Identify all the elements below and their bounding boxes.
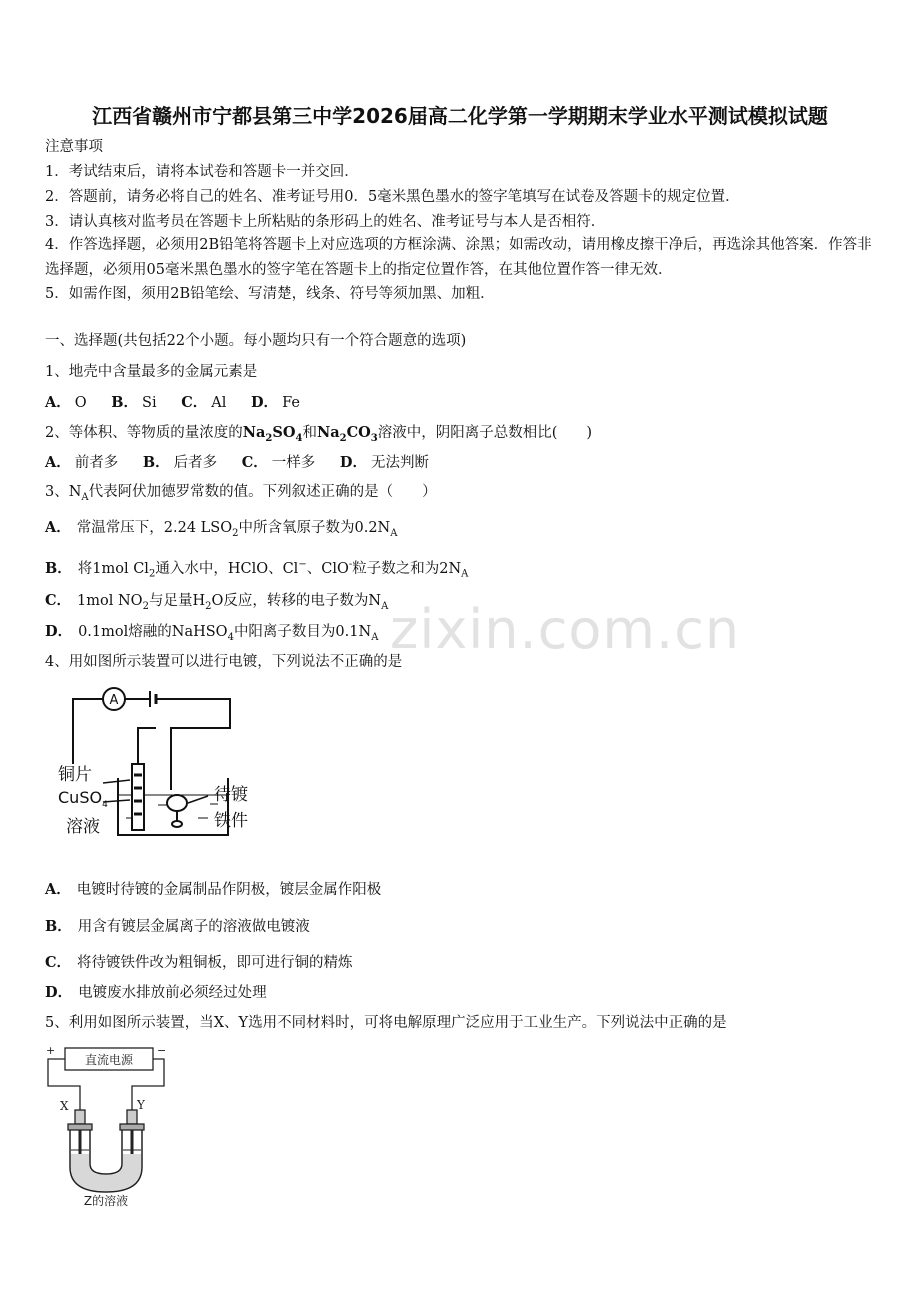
q1-option-c: C． Al: [181, 394, 227, 411]
question-4-stem: 4、用如图所示装置可以进行电镀，下列说法不正确的是: [45, 654, 403, 670]
q1-option-b: B． Si: [111, 394, 157, 411]
q1-option-a: A． O: [45, 394, 87, 411]
watermark: zixin.com.cn: [390, 598, 741, 661]
pointer-iron: [188, 796, 208, 803]
question-1-options: [45, 393, 320, 413]
question-1-stem: 1、地壳中含量最多的金属元素是: [45, 364, 258, 380]
q3-option-c: C． 1mol $NO_2$与足量$H_2O$反应，转移的电子数为$N_A$: [45, 592, 389, 612]
electrode-y-label: Y: [137, 1098, 145, 1112]
q4-option-d: D． 电镀废水排放前必须经过处理: [45, 984, 267, 1001]
electrolysis-diagram: [40, 1042, 180, 1208]
stopper-y: [120, 1124, 144, 1130]
iron-piece-head: [167, 795, 187, 811]
iron-piece-base: [172, 821, 182, 827]
q4-option-a: A． 电镀时待镀的金属制品作阴极，镀层金属作阳极: [45, 881, 382, 898]
electroplating-diagram: [58, 680, 268, 845]
electrode-y-cap: [127, 1110, 137, 1124]
electrode-x-cap: [75, 1110, 85, 1124]
u-tube-liquid: [71, 1154, 141, 1191]
notice-item-2: 2．答题前，请务必将自己的姓名、准考证号用0．5毫米黑色墨水的签字笔填写在试卷及答题卡的规定位置．: [45, 189, 740, 205]
notice-item-1: 1．考试结束后，请将本试卷和答题卡一并交回．: [45, 164, 359, 180]
power-source-label: 直流电源: [84, 1053, 134, 1067]
question-5-stem: 5、利用如图所示装置，当X、Y选用不同材料时，可将电解原理广泛应用于工业生产。下列说法中正确的是: [45, 1015, 727, 1031]
wire-left: [73, 699, 103, 764]
q4-option-b: B． 用含有镀层金属离子的溶液做电镀液: [45, 918, 310, 935]
stopper-x: [68, 1124, 92, 1130]
q3-option-d: D． 0.1mol熔融的NaHSO$_4$中阳离子数目为$0.1N_A$: [45, 623, 379, 643]
section-heading: 一、选择题(共包括22个小题。每小题均只有一个符合题意的选项): [45, 333, 467, 349]
notice-heading: 注意事项: [45, 139, 103, 155]
notice-item-5: 5．如需作图，须用2B铅笔绘、写清楚，线条、符号等须加黑、加粗．: [45, 286, 495, 302]
label-cuso4: CuSO$_4$: [58, 788, 108, 810]
q2-option-d: D． 无法判断: [339, 454, 429, 471]
page-title: 江西省赣州市宁都县第三中学2026届高二化学第一学期期末学业水平测试模拟试题: [92, 104, 828, 128]
pointer-copper: [103, 780, 130, 783]
electrode-x-label: X: [60, 1099, 69, 1113]
q1-option-d: D． Fe: [250, 394, 300, 411]
q3-option-b: B． 将1mol $Cl_2$通入水中，HClO、Cl−、ClO-粒子数之和为$2N_A$: [45, 559, 469, 580]
notice-item-3: 3．请认真核对监考员在答题卡上所粘贴的条形码上的姓名、准考证号与本人是否相符．: [45, 214, 606, 230]
wire-to-copper: [138, 728, 156, 764]
notice-item-4: 4．作答选择题，必须用2B铅笔将答题卡上对应选项的方框涂满、涂黑；如需改动，请用橡皮擦干净后，再选涂其他答案．作答非选择题，必须用05毫米黑色墨水的签字笔在答题卡上的指定位置作答，在其他位置作答一律无效．: [45, 237, 872, 278]
question-3-stem: 3、$N_A$代表阿伏加德罗常数的值。下列叙述正确的是（ ）: [45, 484, 437, 503]
question-2-stem: 2、等体积、等物质的量浓度的$Na_2SO_4$和$Na_2CO_3$溶液中，阴阳离子总数相比( ): [45, 424, 593, 444]
u-tube-inner: [90, 1130, 122, 1174]
label-solution: 溶液: [66, 817, 100, 837]
q2-option-b: B． 后者多: [142, 454, 218, 471]
minus-sign: −: [157, 1044, 167, 1057]
q2-option-c: C． 一样多: [241, 454, 316, 471]
label-iron-piece: 铁件: [214, 811, 248, 831]
label-copper-plate: 铜片: [58, 765, 92, 785]
solution-label: Z的溶液: [83, 1194, 129, 1208]
label-to-be-plated: 待镀: [214, 785, 248, 805]
q2-option-a: A． 前者多: [45, 454, 119, 471]
q3-option-a: A． 常温常压下，2.24 $LSO_2$中所含氧原子数为$0.2N_A$: [45, 519, 398, 539]
question-2-options: [45, 453, 449, 473]
wire-right: [156, 699, 230, 790]
plus-sign: +: [46, 1044, 56, 1057]
q4-option-c: C． 将待镀铁件改为粗铜板，即可进行铜的精炼: [45, 954, 353, 971]
ammeter-label: A: [109, 693, 119, 708]
